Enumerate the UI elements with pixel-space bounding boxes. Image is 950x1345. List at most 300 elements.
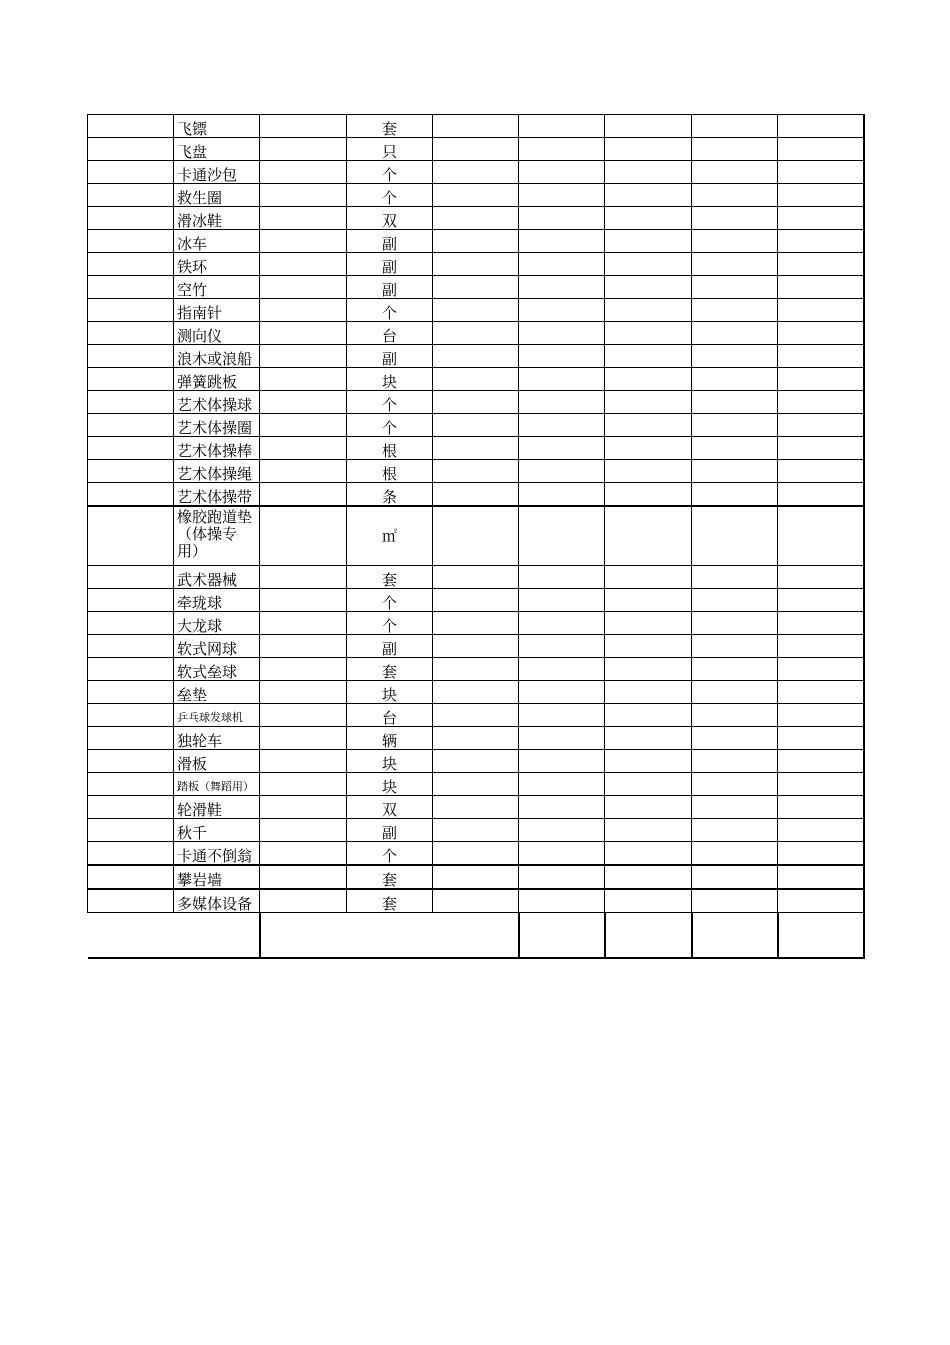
item-name-cell: 艺术体操棒 bbox=[174, 437, 260, 460]
unit-cell: 块 bbox=[347, 681, 433, 704]
empty-cell bbox=[260, 184, 347, 207]
empty-cell bbox=[692, 681, 778, 704]
empty-cell bbox=[433, 207, 519, 230]
empty-cell bbox=[88, 704, 174, 727]
table-body bbox=[88, 115, 864, 959]
empty-cell bbox=[433, 506, 519, 566]
empty-cell bbox=[260, 842, 347, 866]
empty-cell bbox=[519, 506, 605, 566]
table-row bbox=[88, 704, 864, 727]
empty-cell bbox=[605, 299, 692, 322]
unit-cell: 副 bbox=[347, 253, 433, 276]
empty-cell bbox=[519, 230, 605, 253]
empty-cell bbox=[519, 796, 605, 819]
item-name-cell: 秋千 bbox=[174, 819, 260, 842]
empty-cell bbox=[605, 161, 692, 184]
empty-cell bbox=[88, 773, 174, 796]
item-name-cell: 飞盘 bbox=[174, 138, 260, 161]
empty-cell bbox=[692, 230, 778, 253]
unit-cell: 台 bbox=[347, 704, 433, 727]
empty-cell bbox=[519, 322, 605, 345]
empty-cell bbox=[88, 566, 174, 589]
empty-cell bbox=[605, 889, 692, 913]
table-row bbox=[88, 612, 864, 635]
empty-cell bbox=[605, 681, 692, 704]
empty-cell bbox=[88, 658, 174, 681]
empty-cell bbox=[433, 681, 519, 704]
empty-cell bbox=[519, 889, 605, 913]
unit-cell: 条 bbox=[347, 483, 433, 507]
footer-cell bbox=[605, 913, 692, 959]
empty-cell bbox=[433, 727, 519, 750]
empty-cell bbox=[778, 115, 864, 138]
empty-cell bbox=[778, 299, 864, 322]
empty-cell bbox=[778, 796, 864, 819]
item-name-cell: 冰车 bbox=[174, 230, 260, 253]
empty-cell bbox=[260, 299, 347, 322]
empty-cell bbox=[692, 658, 778, 681]
item-name-cell: 艺术体操圈 bbox=[174, 414, 260, 437]
empty-cell bbox=[778, 635, 864, 658]
unit-cell: 个 bbox=[347, 391, 433, 414]
table-row bbox=[88, 796, 864, 819]
footer-cell bbox=[692, 913, 778, 959]
empty-cell bbox=[260, 368, 347, 391]
unit-cell: 个 bbox=[347, 161, 433, 184]
empty-cell bbox=[605, 184, 692, 207]
empty-cell bbox=[519, 207, 605, 230]
unit-cell: 块 bbox=[347, 750, 433, 773]
table-row bbox=[88, 414, 864, 437]
item-name-cell: 轮滑鞋 bbox=[174, 796, 260, 819]
table-row bbox=[88, 819, 864, 842]
equipment-table bbox=[87, 114, 865, 959]
empty-cell bbox=[778, 842, 864, 866]
empty-cell bbox=[692, 414, 778, 437]
empty-cell bbox=[519, 612, 605, 635]
empty-cell bbox=[433, 658, 519, 681]
item-name-cell: 艺术体操球 bbox=[174, 391, 260, 414]
empty-cell bbox=[778, 276, 864, 299]
unit-cell: 副 bbox=[347, 345, 433, 368]
empty-cell bbox=[692, 138, 778, 161]
table-row bbox=[88, 506, 864, 566]
table-row bbox=[88, 391, 864, 414]
empty-cell bbox=[605, 727, 692, 750]
empty-cell bbox=[433, 819, 519, 842]
empty-cell bbox=[605, 230, 692, 253]
empty-cell bbox=[605, 566, 692, 589]
empty-cell bbox=[88, 483, 174, 507]
empty-cell bbox=[605, 819, 692, 842]
table-row bbox=[88, 460, 864, 483]
empty-cell bbox=[519, 161, 605, 184]
empty-cell bbox=[433, 322, 519, 345]
empty-cell bbox=[433, 773, 519, 796]
item-name-cell: 多媒体设备 bbox=[174, 889, 260, 913]
empty-cell bbox=[519, 589, 605, 612]
empty-cell bbox=[519, 819, 605, 842]
item-name-cell: 滑板 bbox=[174, 750, 260, 773]
unit-cell: 根 bbox=[347, 460, 433, 483]
unit-cell: 套 bbox=[347, 865, 433, 889]
table-row bbox=[88, 115, 864, 138]
empty-cell bbox=[260, 207, 347, 230]
empty-cell bbox=[88, 230, 174, 253]
table-row bbox=[88, 681, 864, 704]
empty-cell bbox=[260, 681, 347, 704]
unit-cell: 套 bbox=[347, 115, 433, 138]
empty-cell bbox=[605, 437, 692, 460]
empty-cell bbox=[88, 865, 174, 889]
item-name-cell: 弹簧跳板 bbox=[174, 368, 260, 391]
empty-cell bbox=[433, 368, 519, 391]
empty-cell bbox=[778, 819, 864, 842]
empty-cell bbox=[692, 253, 778, 276]
item-name-cell: 武术器械 bbox=[174, 566, 260, 589]
empty-cell bbox=[778, 483, 864, 507]
table-row bbox=[88, 566, 864, 589]
empty-cell bbox=[519, 115, 605, 138]
empty-cell bbox=[605, 750, 692, 773]
empty-cell bbox=[605, 865, 692, 889]
empty-cell bbox=[260, 750, 347, 773]
item-name-cell: 大龙球 bbox=[174, 612, 260, 635]
item-name-cell: 软式垒球 bbox=[174, 658, 260, 681]
empty-cell bbox=[778, 589, 864, 612]
item-name-cell: 救生圈 bbox=[174, 184, 260, 207]
item-name-cell: 独轮车 bbox=[174, 727, 260, 750]
empty-cell bbox=[778, 345, 864, 368]
table-row bbox=[88, 589, 864, 612]
empty-cell bbox=[519, 253, 605, 276]
empty-cell bbox=[778, 184, 864, 207]
empty-cell bbox=[88, 253, 174, 276]
empty-cell bbox=[260, 414, 347, 437]
empty-cell bbox=[260, 138, 347, 161]
unit-cell: 个 bbox=[347, 612, 433, 635]
empty-cell bbox=[433, 460, 519, 483]
empty-cell bbox=[433, 842, 519, 866]
empty-cell bbox=[605, 483, 692, 507]
empty-cell bbox=[260, 589, 347, 612]
empty-cell bbox=[433, 704, 519, 727]
empty-cell bbox=[433, 115, 519, 138]
empty-cell bbox=[605, 322, 692, 345]
empty-cell bbox=[778, 230, 864, 253]
empty-cell bbox=[433, 276, 519, 299]
empty-cell bbox=[519, 681, 605, 704]
empty-cell bbox=[88, 184, 174, 207]
empty-cell bbox=[433, 299, 519, 322]
unit-cell: 套 bbox=[347, 566, 433, 589]
empty-cell bbox=[433, 345, 519, 368]
empty-cell bbox=[260, 796, 347, 819]
empty-cell bbox=[692, 345, 778, 368]
empty-cell bbox=[433, 612, 519, 635]
empty-cell bbox=[778, 322, 864, 345]
empty-cell bbox=[260, 322, 347, 345]
empty-cell bbox=[519, 773, 605, 796]
empty-cell bbox=[519, 460, 605, 483]
empty-cell bbox=[88, 506, 174, 566]
unit-cell: 块 bbox=[347, 368, 433, 391]
empty-cell bbox=[692, 865, 778, 889]
table-row bbox=[88, 865, 864, 889]
empty-cell bbox=[692, 207, 778, 230]
item-name-cell: 乒乓球发球机 bbox=[174, 704, 260, 727]
item-name-cell: 空竹 bbox=[174, 276, 260, 299]
empty-cell bbox=[692, 612, 778, 635]
table-row bbox=[88, 207, 864, 230]
empty-cell bbox=[692, 796, 778, 819]
table-row bbox=[88, 138, 864, 161]
empty-cell bbox=[605, 773, 692, 796]
empty-cell bbox=[260, 865, 347, 889]
empty-cell bbox=[88, 819, 174, 842]
empty-cell bbox=[519, 704, 605, 727]
table-row bbox=[88, 322, 864, 345]
unit-cell: 个 bbox=[347, 299, 433, 322]
empty-cell bbox=[605, 842, 692, 866]
empty-cell bbox=[692, 819, 778, 842]
empty-cell bbox=[88, 276, 174, 299]
empty-cell bbox=[260, 566, 347, 589]
item-name-cell: 艺术体操带 bbox=[174, 483, 260, 507]
table-row bbox=[88, 889, 864, 913]
empty-cell bbox=[519, 750, 605, 773]
item-name-cell: 卡通不倒翁 bbox=[174, 842, 260, 866]
empty-cell bbox=[260, 230, 347, 253]
unit-cell: 副 bbox=[347, 230, 433, 253]
empty-cell bbox=[519, 368, 605, 391]
unit-cell: 双 bbox=[347, 796, 433, 819]
empty-cell bbox=[778, 658, 864, 681]
empty-cell bbox=[692, 842, 778, 866]
item-name-cell: 飞镖 bbox=[174, 115, 260, 138]
empty-cell bbox=[88, 681, 174, 704]
empty-cell bbox=[519, 414, 605, 437]
empty-cell bbox=[88, 161, 174, 184]
unit-cell: 双 bbox=[347, 207, 433, 230]
unit-cell: 根 bbox=[347, 437, 433, 460]
item-name-cell: 攀岩墙 bbox=[174, 865, 260, 889]
empty-cell bbox=[692, 727, 778, 750]
empty-cell bbox=[778, 681, 864, 704]
empty-cell bbox=[692, 750, 778, 773]
empty-cell bbox=[605, 635, 692, 658]
empty-cell bbox=[778, 865, 864, 889]
empty-cell bbox=[433, 566, 519, 589]
empty-cell bbox=[88, 345, 174, 368]
empty-cell bbox=[88, 391, 174, 414]
empty-cell bbox=[433, 865, 519, 889]
unit-cell: 台 bbox=[347, 322, 433, 345]
empty-cell bbox=[260, 345, 347, 368]
empty-cell bbox=[692, 506, 778, 566]
empty-cell bbox=[605, 276, 692, 299]
item-name-cell: 垒垫 bbox=[174, 681, 260, 704]
empty-cell bbox=[519, 483, 605, 507]
empty-cell bbox=[260, 391, 347, 414]
unit-cell: 副 bbox=[347, 819, 433, 842]
empty-cell bbox=[260, 506, 347, 566]
table-row bbox=[88, 253, 864, 276]
empty-cell bbox=[605, 612, 692, 635]
empty-cell bbox=[692, 889, 778, 913]
empty-cell bbox=[260, 115, 347, 138]
empty-cell bbox=[260, 658, 347, 681]
empty-cell bbox=[778, 460, 864, 483]
empty-cell bbox=[433, 391, 519, 414]
empty-cell bbox=[778, 566, 864, 589]
empty-cell bbox=[88, 727, 174, 750]
empty-cell bbox=[692, 322, 778, 345]
empty-cell bbox=[433, 589, 519, 612]
empty-cell bbox=[433, 483, 519, 507]
empty-cell bbox=[433, 889, 519, 913]
table-row bbox=[88, 773, 864, 796]
empty-cell bbox=[692, 391, 778, 414]
empty-cell bbox=[605, 391, 692, 414]
empty-cell bbox=[260, 161, 347, 184]
table-row bbox=[88, 635, 864, 658]
empty-cell bbox=[260, 704, 347, 727]
empty-cell bbox=[433, 635, 519, 658]
unit-cell: 个 bbox=[347, 414, 433, 437]
empty-cell bbox=[260, 773, 347, 796]
table-row bbox=[88, 299, 864, 322]
empty-cell bbox=[88, 842, 174, 866]
empty-cell bbox=[692, 589, 778, 612]
table-row bbox=[88, 161, 864, 184]
empty-cell bbox=[260, 437, 347, 460]
empty-cell bbox=[605, 704, 692, 727]
unit-cell: 副 bbox=[347, 276, 433, 299]
empty-cell bbox=[605, 368, 692, 391]
empty-cell bbox=[88, 612, 174, 635]
table-row bbox=[88, 345, 864, 368]
unit-cell: 套 bbox=[347, 658, 433, 681]
empty-cell bbox=[692, 773, 778, 796]
empty-cell bbox=[519, 184, 605, 207]
empty-cell bbox=[260, 276, 347, 299]
table-row bbox=[88, 483, 864, 507]
empty-cell bbox=[88, 437, 174, 460]
empty-cell bbox=[778, 207, 864, 230]
empty-cell bbox=[88, 138, 174, 161]
empty-cell bbox=[519, 635, 605, 658]
item-name-cell: 软式网球 bbox=[174, 635, 260, 658]
empty-cell bbox=[433, 750, 519, 773]
unit-cell: 副 bbox=[347, 635, 433, 658]
empty-cell bbox=[88, 414, 174, 437]
empty-cell bbox=[433, 138, 519, 161]
table-row bbox=[88, 437, 864, 460]
item-name-cell: 指南针 bbox=[174, 299, 260, 322]
empty-cell bbox=[519, 276, 605, 299]
empty-cell bbox=[692, 299, 778, 322]
empty-cell bbox=[605, 345, 692, 368]
empty-cell bbox=[519, 727, 605, 750]
item-name-cell: 测向仪 bbox=[174, 322, 260, 345]
empty-cell bbox=[260, 612, 347, 635]
empty-cell bbox=[88, 796, 174, 819]
unit-cell: ㎡ bbox=[347, 506, 433, 566]
empty-cell bbox=[88, 889, 174, 913]
empty-cell bbox=[260, 819, 347, 842]
empty-cell bbox=[778, 161, 864, 184]
empty-cell bbox=[519, 566, 605, 589]
empty-cell bbox=[778, 368, 864, 391]
item-name-cell: 卡通沙包 bbox=[174, 161, 260, 184]
empty-cell bbox=[692, 566, 778, 589]
empty-cell bbox=[605, 207, 692, 230]
footer-cell bbox=[778, 913, 864, 959]
empty-cell bbox=[778, 506, 864, 566]
empty-cell bbox=[692, 368, 778, 391]
table-row bbox=[88, 230, 864, 253]
empty-cell bbox=[433, 253, 519, 276]
table-row bbox=[88, 658, 864, 681]
empty-cell bbox=[433, 796, 519, 819]
empty-cell bbox=[433, 414, 519, 437]
empty-cell bbox=[605, 414, 692, 437]
empty-cell bbox=[778, 138, 864, 161]
empty-cell bbox=[692, 161, 778, 184]
empty-cell bbox=[88, 750, 174, 773]
empty-cell bbox=[778, 612, 864, 635]
footer-cell bbox=[88, 913, 260, 959]
empty-cell bbox=[260, 483, 347, 507]
empty-cell bbox=[260, 635, 347, 658]
empty-cell bbox=[519, 138, 605, 161]
item-name-cell: 橡胶跑道垫（体操专用） bbox=[174, 506, 260, 566]
empty-cell bbox=[778, 414, 864, 437]
empty-cell bbox=[433, 161, 519, 184]
empty-cell bbox=[778, 391, 864, 414]
item-name-cell: 牵珑球 bbox=[174, 589, 260, 612]
table-row bbox=[88, 368, 864, 391]
empty-cell bbox=[88, 368, 174, 391]
empty-cell bbox=[519, 842, 605, 866]
unit-cell: 只 bbox=[347, 138, 433, 161]
empty-cell bbox=[778, 727, 864, 750]
empty-cell bbox=[433, 184, 519, 207]
empty-cell bbox=[778, 889, 864, 913]
unit-cell: 个 bbox=[347, 842, 433, 866]
item-name-cell: 浪木或浪船 bbox=[174, 345, 260, 368]
empty-cell bbox=[519, 391, 605, 414]
empty-cell bbox=[88, 589, 174, 612]
empty-cell bbox=[88, 322, 174, 345]
empty-cell bbox=[692, 276, 778, 299]
empty-cell bbox=[778, 704, 864, 727]
item-name-cell: 艺术体操绳 bbox=[174, 460, 260, 483]
empty-cell bbox=[88, 635, 174, 658]
empty-cell bbox=[519, 437, 605, 460]
empty-cell bbox=[605, 506, 692, 566]
empty-cell bbox=[519, 658, 605, 681]
empty-cell bbox=[605, 589, 692, 612]
footer-cell bbox=[260, 913, 519, 959]
empty-cell bbox=[692, 437, 778, 460]
item-name-cell: 踏板（舞蹈用） bbox=[174, 773, 260, 796]
empty-cell bbox=[88, 115, 174, 138]
empty-cell bbox=[692, 483, 778, 507]
table-row bbox=[88, 184, 864, 207]
empty-cell bbox=[88, 207, 174, 230]
